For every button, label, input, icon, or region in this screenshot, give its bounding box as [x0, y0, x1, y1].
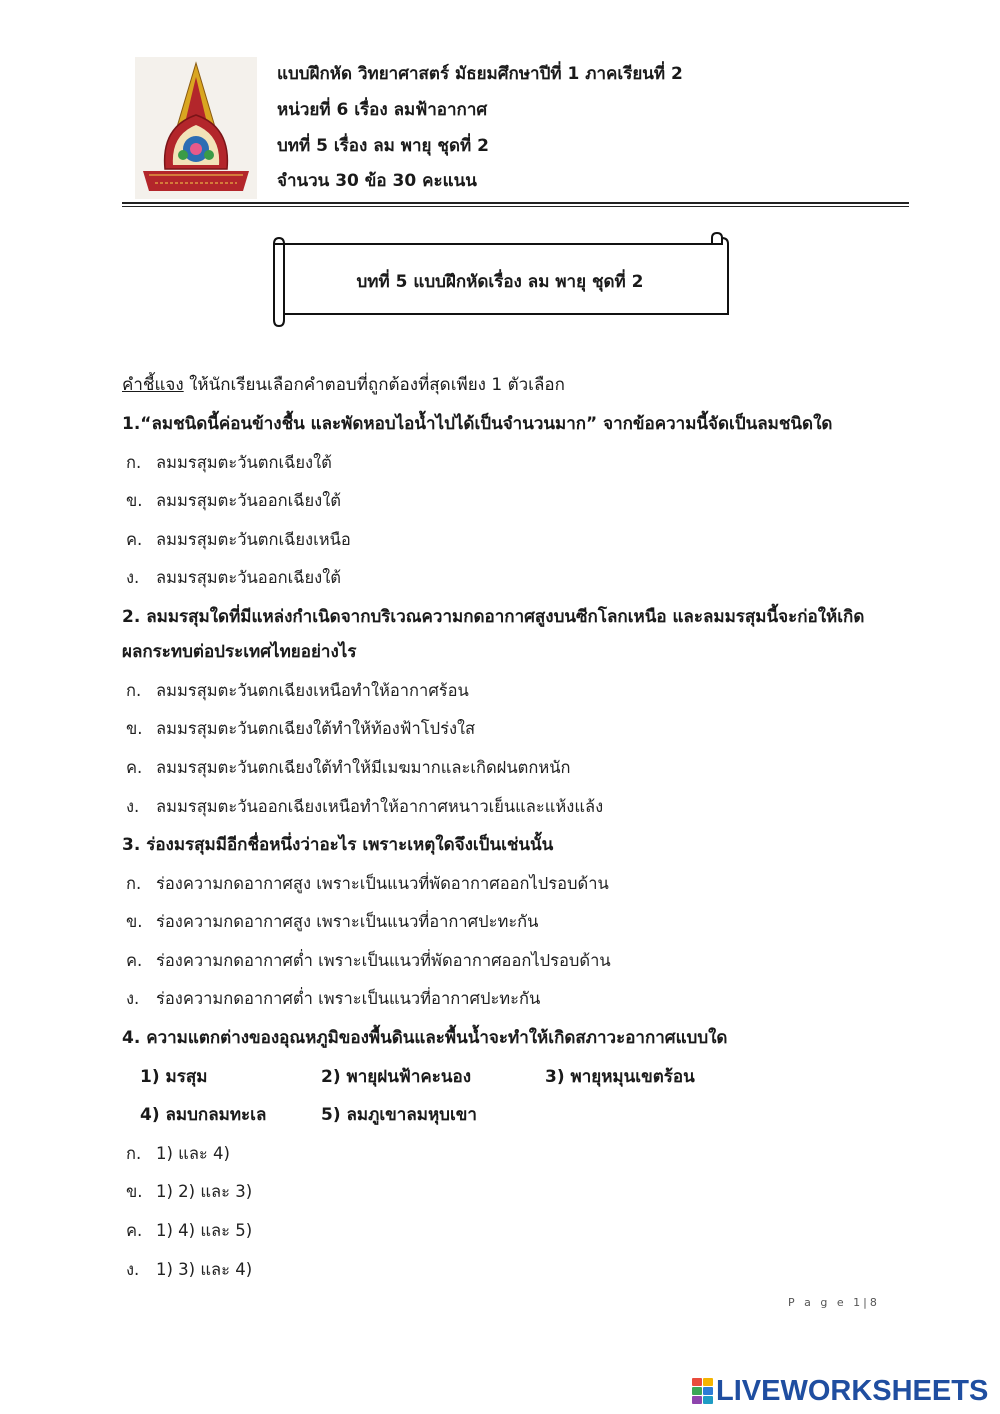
q4-choice-4: 4) ลมบกลมทะเล [140, 1105, 267, 1125]
q2-option-c[interactable]: ค. ลมมรสุมตะวันตกเฉียงใต้ทำให้มีเมฆมากและเกิดฝนตกหนัก [126, 758, 571, 777]
q1-option-c[interactable]: ค. ลมมรสุมตะวันตกเฉียงเหนือ [126, 530, 351, 549]
header-line-1: แบบฝึกหัด วิทยาศาสตร์ มัธยมศึกษาปีที่ 1 ภาคเรียนที่ 2 [277, 64, 683, 84]
header-line-2: หน่วยที่ 6 เรื่อง ลมฟ้าอากาศ [277, 100, 488, 120]
q2-option-b[interactable]: ข. ลมมรสุมตะวันตกเฉียงใต้ทำให้ท้องฟ้าโปร่งใส [126, 719, 476, 738]
header-divider [122, 202, 909, 204]
q3-option-a[interactable]: ก. ร่องความกดอากาศสูง เพราะเป็นแนวที่พัดอากาศออกไปรอบด้าน [126, 874, 609, 893]
header-divider-thin [122, 206, 909, 207]
question-3: 3. ร่องมรสุมมีอีกชื่อหนึ่งว่าอะไร เพราะเหตุใดจึงเป็นเช่นนั้น [122, 835, 554, 855]
q4-choice-1: 1) มรสุม [140, 1067, 208, 1087]
instructions-label: คำชี้แจง [122, 375, 184, 395]
q1-option-b[interactable]: ข. ลมมรสุมตะวันออกเฉียงใต้ [126, 491, 341, 510]
question-1: 1.“ลมชนิดนี้ค่อนข้างชื้น และพัดหอบไอน้ำไปได้เป็นจำนวนมาก” จากข้อความนี้จัดเป็นลมชนิดใด [122, 414, 833, 434]
page-number: P a g e 1|8 [788, 1296, 880, 1309]
q3-option-c[interactable]: ค. ร่องความกดอากาศต่ำ เพราะเป็นแนวที่พัดอากาศออกไปรอบด้าน [126, 951, 611, 970]
q1-option-d[interactable]: ง. ลมมรสุมตะวันออกเฉียงใต้ [126, 568, 341, 587]
question-2: 2. ลมมรสุมใดที่มีแหล่งกำเนิดจากบริเวณความกดอากาศสูงบนซีกโลกเหนือ และลมมรสุมนี้จะก่อให้เกิด [122, 607, 865, 627]
school-logo [135, 57, 257, 199]
q4-option-c[interactable]: ค. 1) 4) และ 5) [126, 1221, 253, 1240]
q3-option-d[interactable]: ง. ร่องความกดอากาศต่ำ เพราะเป็นแนวที่อากาศปะทะกัน [126, 989, 541, 1008]
q4-choice-2: 2) พายุฝนฟ้าคะนอง [321, 1067, 472, 1087]
q2-option-d[interactable]: ง. ลมมรสุมตะวันออกเฉียงเหนือทำให้อากาศหนาวเย็นและแห้งแล้ง [126, 797, 604, 816]
header-line-4: จำนวน 30 ข้อ 30 คะแนน [277, 171, 477, 191]
liveworksheets-logo-icon [692, 1378, 714, 1404]
q4-choice-3: 3) พายุหมุนเขตร้อน [545, 1067, 695, 1087]
instructions [122, 374, 565, 396]
liveworksheets-text: LIVEWORKSHEETS [716, 1374, 989, 1407]
q4-option-b[interactable]: ข. 1) 2) และ 3) [126, 1182, 253, 1201]
question-4: 4. ความแตกต่างของอุณหภูมิของพื้นดินและพื้นน้ำจะทำให้เกิดสภาวะอากาศแบบใด [122, 1028, 728, 1048]
q4-option-d[interactable]: ง. 1) 3) และ 4) [126, 1260, 253, 1279]
q4-option-a[interactable]: ก. 1) และ 4) [126, 1144, 230, 1163]
header-line-3: บทที่ 5 เรื่อง ลม พายุ ชุดที่ 2 [277, 136, 489, 156]
question-2-cont: ผลกระทบต่อประเทศไทยอย่างไร [122, 642, 357, 662]
q3-option-b[interactable]: ข. ร่องความกดอากาศสูง เพราะเป็นแนวที่อากาศปะทะกัน [126, 912, 539, 931]
q2-option-a[interactable]: ก. ลมมรสุมตะวันตกเฉียงเหนือทำให้อากาศร้อน [126, 681, 469, 700]
liveworksheets-brand[interactable] [692, 1376, 988, 1406]
q4-choice-5: 5) ลมภูเขาลมหุบเขา [321, 1105, 477, 1125]
q1-option-a[interactable]: ก. ลมมรสุมตะวันตกเฉียงใต้ [126, 453, 332, 472]
banner-title: บทที่ 5 แบบฝึกหัดเรื่อง ลม พายุ ชุดที่ 2 [356, 272, 644, 292]
instructions-text: ให้นักเรียนเลือกคำตอบที่ถูกต้องที่สุดเพียง 1 ตัวเลือก [183, 375, 565, 395]
